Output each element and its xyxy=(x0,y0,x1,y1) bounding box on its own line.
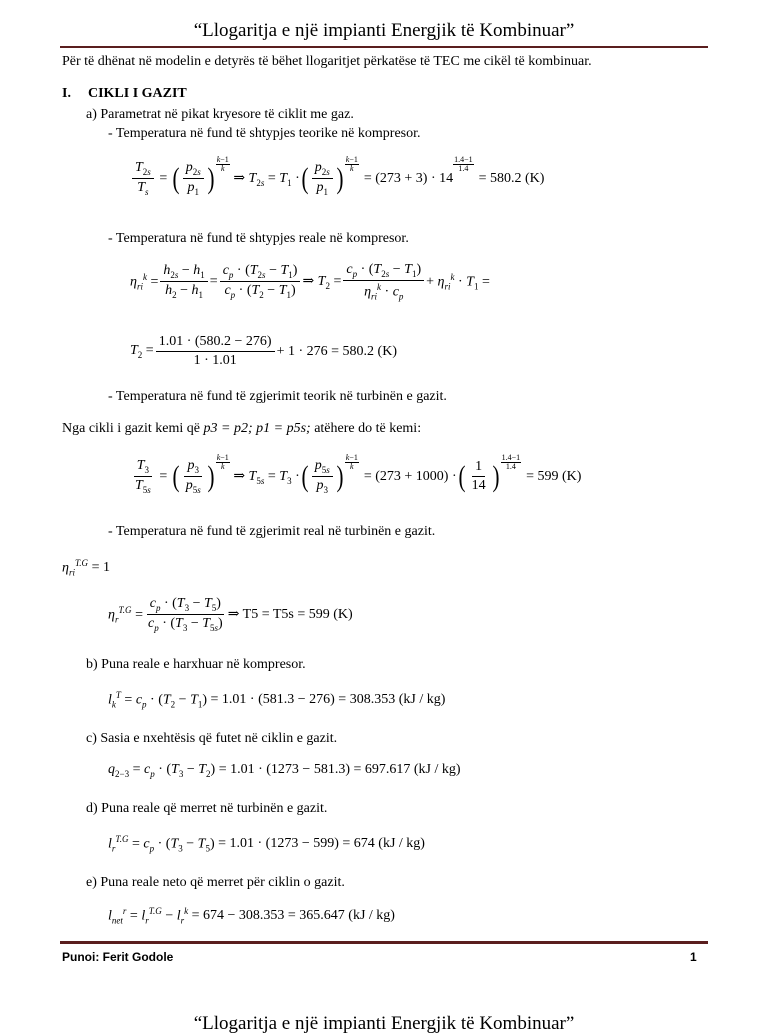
eq4-frac-num: 1 xyxy=(472,459,485,477)
equation-8: $q_{2-3} = c_p \cdot (T_3 - T_2)$ = 1.01 · (1273 − 581.3) = 697.617 (kJ / kg) xyxy=(108,762,461,779)
eq1-result: = (273 + 3) · 14 xyxy=(363,170,454,186)
eq4-value: = 599 (K) xyxy=(526,468,582,484)
eq6-value: ⇒ T5 = T5s = 599 (K) xyxy=(227,607,353,623)
eq4-exp-num: 1.4−1 xyxy=(501,453,521,463)
section-title: CIKLI I GAZIT xyxy=(87,86,187,101)
item-c: c) Sasia e nxehtësis që futet në ciklin e gazit. xyxy=(86,731,338,746)
eq9-value: = 1.01 · (1273 − 599) = 674 (kJ / kg) xyxy=(218,835,425,851)
item-a2: - Temperatura në fund të shtypjes reale në kompresor. xyxy=(108,231,409,246)
eq8-value: = 1.01 · (1273 − 581.3) = 697.617 (kJ / kg) xyxy=(218,762,461,778)
eq1-value: = 580.2 (K) xyxy=(478,170,545,186)
equation-6: $\eta_r^{T.G}$ = $\frac{c_p \cdot (T_3 - T_5)}{c_p \cdot (T_3 - T_{5s})}$ ⇒ T5 = T5s = 599 (K) xyxy=(108,596,353,633)
item-a1: - Temperatura në fund të shtypjes teorike në kompresor. xyxy=(108,126,421,141)
section-number: I. xyxy=(62,86,71,101)
nga-prefix: Nga cikli i gazit kemi që xyxy=(62,421,204,436)
header-rule xyxy=(60,46,708,48)
item-d: d) Puna reale që merret në turbinën e gazit. xyxy=(86,801,328,816)
eq7-value: = 1.01 · (581.3 − 276) = 308.353 (kJ / kg) xyxy=(210,691,446,707)
eq1-exp-den: 1.4 xyxy=(458,164,469,174)
nga-relation: p3 = p2; p1 = p5s; xyxy=(203,421,311,436)
nga-suffix: atëhere do të kemi: xyxy=(310,421,422,436)
equation-7: $l_k^T = c_p \cdot (T_2 - T_1)$ = 1.01 · (581.3 − 276) = 308.353 (kJ / kg) xyxy=(108,690,446,710)
footer-rule xyxy=(60,941,708,944)
eq4-mid: = (273 + 1000) · xyxy=(363,468,457,484)
item-e: e) Puna reale neto që merret për ciklin o gazit. xyxy=(86,875,345,890)
eq1-exp-num: 1.4−1 xyxy=(454,155,473,165)
eq3-rest: + 1 · 276 = 580.2 (K) xyxy=(276,343,397,359)
eq3-denominator: 1 · 1.01 xyxy=(193,353,237,369)
equation-10: $l_{net}^r = l_r^{T.G} - l_r^k$ = 674 − 308.353 = 365.647 (kJ / kg) xyxy=(108,906,395,926)
eq4-frac-den: 14 xyxy=(471,478,486,494)
equation-5: $\eta_{ri}^{T.G}$ = 1 xyxy=(62,558,110,578)
eq10-value: = 674 − 308.353 = 365.647 (kJ / kg) xyxy=(191,907,395,923)
equation-3: $T_2$ = $\frac{1.01 \cdot (580.2 - 276)}{1 \cdot 1.01}$ + 1 · 276 = 580.2 (K) xyxy=(130,334,397,369)
equation-9: $l_r^{T.G} = c_p \cdot (T_3 - T_5)$ = 1.01 · (1273 − 599) = 674 (kJ / kg) xyxy=(108,834,425,854)
item-a4: - Temperatura në fund të zgjerimit real në turbinën e gazit. xyxy=(108,524,436,539)
eq5-value: = 1 xyxy=(91,559,110,575)
nga-text xyxy=(62,421,421,437)
eq4-exp-den: 1.4 xyxy=(505,462,516,472)
equation-4: $\frac{T_3}{T_{5s}}$ = ( $\frac{p_3}{p_{5s}}$ ) k−1 k ⇒ $T_{5s} = T_3$ · ( $\frac{p_{5s}}{p_3}$ ) k−1 k = (273 + 1000) · ( $\frac{1}{14}$ ) $\frac{1.4-1}{1.4}$ = 599 (K) xyxy=(135,453,582,495)
section-heading xyxy=(62,86,187,102)
item-a: a) Parametrat në pikat kryesore të ciklit me gaz. xyxy=(86,107,354,122)
next-page-title: “Llogaritja e një impianti Energjik të Kombinuar” xyxy=(193,1013,575,1034)
item-a3: - Temperatura në fund të zgjerimit teorik në turbinën e gazit. xyxy=(108,389,447,404)
footer-page-number: 1 xyxy=(690,950,697,964)
page-title: “Llogaritja e një impianti Energjik të Kombinuar” xyxy=(193,20,575,41)
equation-2: $\eta_{ri}^k$ = $\frac{h_{2s} - h_1}{h_2 - h_1}$ = $\frac{c_p \cdot (T_{2s} - T_1)}{c_p \cdot (T_2 - T_1)}$ ⇒ $T_2$ = $\frac{c_p \cdot (T_{2s} - T_1)}{\eta_{ri}^k \cdot c_p}$ + $\eta_{ri}^k \cdot T_1$ = xyxy=(130,262,490,302)
item-b: b) Puna reale e harxhuar në kompresor. xyxy=(86,657,306,672)
equation-1: $\frac{T_{2s}}{T_s}$ = ( $\frac{p_{2s}}{p_1}$ ) k−1 k ⇒ $T_{2s} = T_1$ · ( $\frac{p_{2s}}{p_1}$ ) k−1 k = (273 + 3) · 14 $\frac{1.4-1}{1.4}$ = 580.2 (K) xyxy=(130,160,544,197)
eq3-numerator: 1.01 · (580.2 − 276) xyxy=(156,334,275,352)
intro-text: Për të dhënat në modelin e detyrës të bëhet llogaritjet përkatëse të TEC me cikël të kombinuar. xyxy=(62,54,592,69)
footer-author: Punoi: Ferit Godole xyxy=(62,950,174,964)
